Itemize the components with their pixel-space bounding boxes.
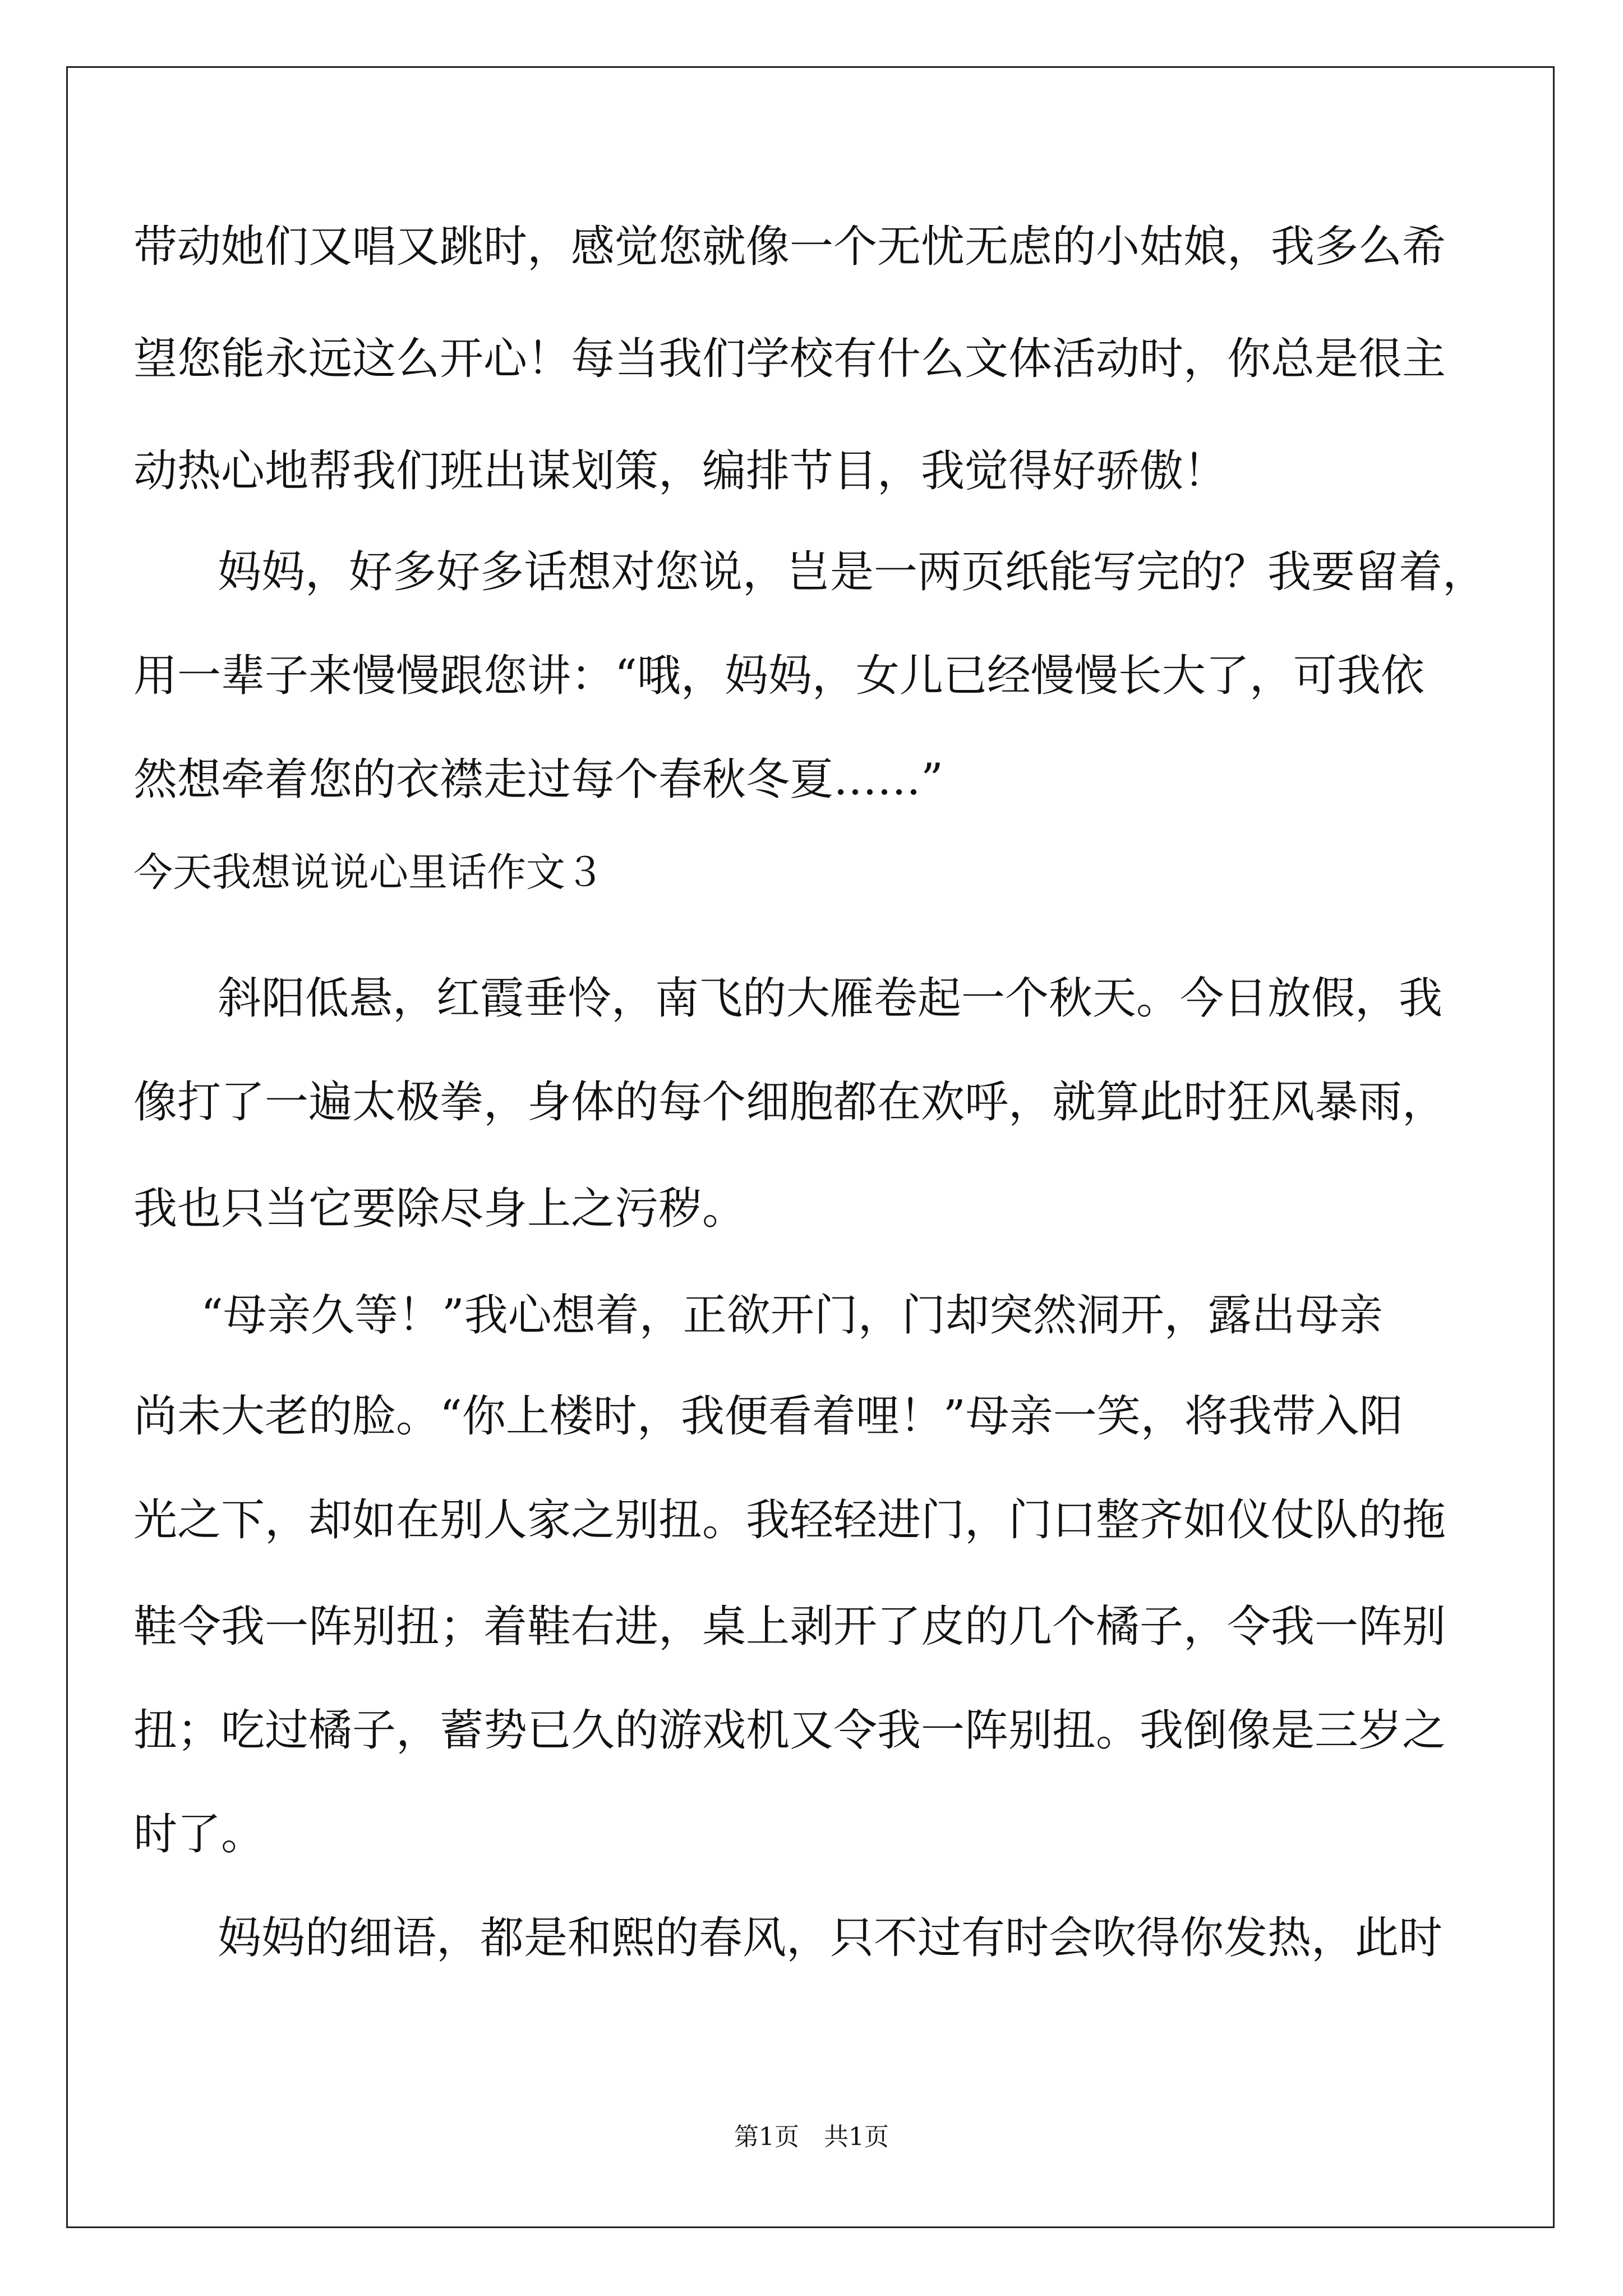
paragraph-first-line: 妈妈，好多好多话想对您说，岂是一两页纸能写完的？我要留着， (218, 547, 1487, 597)
text-line: 时了。 (133, 1809, 265, 1860)
text-line: 尚未大老的脸。“你上楼时，我便看着哩！”母亲一笑，将我带入阳 (133, 1391, 1403, 1442)
paragraph-first-line: 斜阳低悬，红霞垂怜，南飞的大雁卷起一个秋天。今日放假，我 (218, 973, 1443, 1024)
section-heading: 今天我想说说心里话作文３ (133, 849, 605, 895)
paragraph-first-line: “母亲久等！”我心想着，正欲开门，门却突然洞开，露出母亲 (201, 1290, 1383, 1341)
text-line: 带动她们又唱又跳时，感觉您就像一个无忧无虑的小姑娘，我多么希 (133, 222, 1446, 272)
page-number: 第1页 共1页 (734, 2123, 889, 2151)
paragraph-first-line: 妈妈的细语，都是和熙的春风，只不过有时会吹得你发热，此时 (218, 1913, 1443, 1963)
text-line: 鞋令我一阵别扭；着鞋右进，桌上剥开了皮的几个橘子，令我一阵别 (133, 1602, 1446, 1652)
text-line: 望您能永远这么开心！每当我们学校有什么文体活动时，你总是很主 (133, 334, 1446, 384)
text-line: 像打了一遍太极拳，身体的每个细胞都在欢呼，就算此时狂风暴雨， (133, 1077, 1446, 1128)
text-line: 动热心地帮我们班出谋划策，编排节目，我觉得好骄傲！ (133, 446, 1228, 496)
text-line: 光之下，却如在别人家之别扭。我轻轻进门，门口整齐如仪仗队的拖 (133, 1495, 1446, 1545)
text-line: 用一辈子来慢慢跟您讲：“哦，妈妈，女儿已经慢慢长大了，可我依 (133, 651, 1424, 701)
text-line: 我也只当它要除尽身上之污秽。 (133, 1184, 746, 1234)
text-line: 扭；吃过橘子，蓄势已久的游戏机又令我一阵别扭。我倒像是三岁之 (133, 1705, 1446, 1756)
page-border (66, 66, 1555, 2228)
text-line: 然想牵着您的衣襟走过每个春秋冬夏……” (133, 754, 943, 805)
